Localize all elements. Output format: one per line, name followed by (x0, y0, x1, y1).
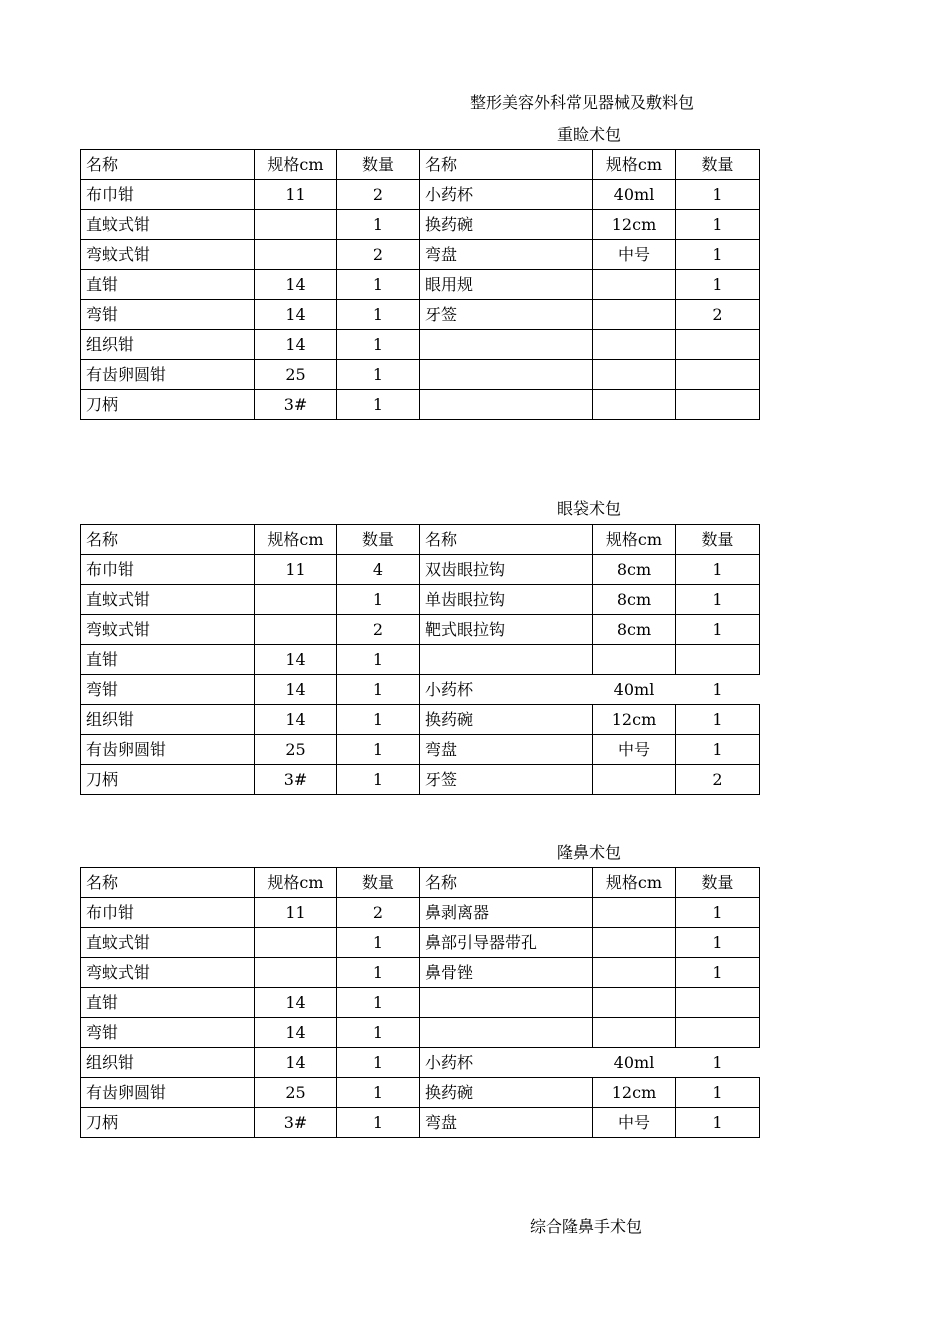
qty-cell: 2 (337, 180, 420, 210)
spec-cell (593, 300, 676, 330)
name-cell: 弯钳 (81, 300, 255, 330)
column-header: 规格cm (593, 525, 676, 555)
qty-cell: 1 (337, 705, 420, 735)
qty-cell: 1 (676, 705, 760, 735)
qty-cell: 1 (712, 1053, 723, 1072)
table-row (81, 240, 760, 270)
column-header: 规格cm (593, 868, 676, 898)
name-cell: 直蚊式钳 (81, 928, 255, 958)
qty-cell: 1 (676, 1108, 760, 1138)
column-header: 名称 (420, 525, 593, 555)
qty-cell: 1 (337, 585, 420, 615)
table-row (81, 390, 760, 420)
spec-cell (593, 330, 676, 360)
table-row (81, 988, 760, 1018)
table-row (81, 585, 760, 615)
name-cell (420, 988, 593, 1018)
qty-cell: 1 (676, 898, 760, 928)
name-cell: 组织钳 (81, 1048, 255, 1078)
qty-cell: 2 (676, 300, 760, 330)
name-cell: 弯盘 (420, 1108, 593, 1138)
spec-cell: 14 (255, 1048, 337, 1078)
spec-cell: 40ml (593, 180, 676, 210)
spec-cell (255, 585, 337, 615)
spec-cell (593, 898, 676, 928)
qty-cell (676, 360, 760, 390)
name-cell: 鼻部引导器带孔 (420, 928, 593, 958)
name-cell: 鼻骨锉 (420, 958, 593, 988)
spec-cell: 14 (255, 675, 337, 705)
name-cell: 有齿卵圆钳 (81, 1078, 255, 1108)
qty-cell: 1 (676, 928, 760, 958)
column-header: 名称 (420, 150, 593, 180)
qty-cell: 1 (337, 360, 420, 390)
qty-cell: 1 (337, 675, 420, 705)
column-header: 规格cm (255, 150, 337, 180)
name-cell (420, 1018, 593, 1048)
qty-cell: 1 (337, 390, 420, 420)
name-cell: 弯盘 (420, 240, 593, 270)
name-cell: 直蚊式钳 (81, 585, 255, 615)
spec-cell: 中号 (593, 240, 676, 270)
table-row (81, 705, 760, 735)
column-header: 数量 (676, 868, 760, 898)
spec-cell (593, 1018, 676, 1048)
rhinoplasty-kit-table (80, 867, 760, 1138)
spec-cell (255, 615, 337, 645)
spec-cell: 11 (255, 555, 337, 585)
table-row (81, 1078, 760, 1108)
column-header: 数量 (676, 525, 760, 555)
column-header: 数量 (337, 868, 420, 898)
qty-cell: 1 (337, 300, 420, 330)
spec-cell: 14 (255, 645, 337, 675)
name-cell: 布巾钳 (81, 180, 255, 210)
spec-cell: 3# (255, 765, 337, 795)
name-cell (420, 390, 593, 420)
table-header-row (81, 525, 760, 555)
qty-cell: 1 (337, 928, 420, 958)
name-cell: 有齿卵圆钳 (81, 360, 255, 390)
table-row (81, 735, 760, 765)
qty-cell: 1 (337, 988, 420, 1018)
table-row (81, 210, 760, 240)
name-cell: 弯蚊式钳 (81, 240, 255, 270)
table-row (81, 1018, 760, 1048)
name-cell: 牙签 (420, 300, 593, 330)
qty-cell: 2 (337, 240, 420, 270)
qty-cell (676, 645, 760, 675)
spec-cell: 14 (255, 988, 337, 1018)
table-row (81, 675, 760, 705)
double-eyelid-kit-table (80, 149, 760, 420)
qty-cell: 1 (337, 1048, 420, 1078)
spec-cell: 12cm (593, 705, 676, 735)
name-cell: 眼用规 (420, 270, 593, 300)
name-cell (420, 360, 593, 390)
name-cell (420, 645, 593, 675)
qty-cell: 1 (676, 735, 760, 765)
name-cell: 组织钳 (81, 705, 255, 735)
table-row (81, 1108, 760, 1138)
table-row (81, 928, 760, 958)
table-row (81, 360, 760, 390)
spec-cell: 25 (255, 1078, 337, 1108)
table-row (81, 300, 760, 330)
section-title-rhinoplasty: 隆鼻术包 (557, 843, 622, 862)
qty-cell: 1 (337, 1018, 420, 1048)
qty-cell (676, 390, 760, 420)
table-row (81, 180, 760, 210)
name-cell: 小药杯 (420, 180, 593, 210)
name-cell: 刀柄 (81, 1108, 255, 1138)
name-cell: 组织钳 (81, 330, 255, 360)
name-cell: 弯钳 (81, 1018, 255, 1048)
table-row (81, 615, 760, 645)
name-cell: 换药碗 (420, 705, 593, 735)
spec-cell: 25 (255, 735, 337, 765)
name-cell: 布巾钳 (81, 555, 255, 585)
name-cell: 直钳 (81, 270, 255, 300)
spec-cell (593, 645, 676, 675)
column-header: 规格cm (593, 150, 676, 180)
column-header: 名称 (420, 868, 593, 898)
name-cell: 弯盘 (420, 735, 593, 765)
qty-cell: 2 (337, 898, 420, 928)
column-header: 名称 (81, 150, 255, 180)
spec-cell (593, 765, 676, 795)
spec-cell: 40ml (613, 1053, 655, 1072)
footer-section-title: 综合隆鼻手术包 (530, 1217, 643, 1236)
table-row (81, 898, 760, 928)
spec-cell: 14 (255, 330, 337, 360)
qty-cell: 1 (337, 645, 420, 675)
column-header: 规格cm (255, 868, 337, 898)
spec-cell (255, 240, 337, 270)
qty-cell (676, 988, 760, 1018)
name-cell: 布巾钳 (81, 898, 255, 928)
name-cell: 弯蚊式钳 (81, 958, 255, 988)
spec-cell (593, 390, 676, 420)
table-row (81, 270, 760, 300)
qty-cell: 1 (337, 1078, 420, 1108)
spec-cell: 40ml (613, 680, 655, 699)
name-cell: 直蚊式钳 (81, 210, 255, 240)
spec-cell (255, 958, 337, 988)
qty-cell: 1 (676, 958, 760, 988)
spec-cell: 14 (255, 270, 337, 300)
spec-cell (255, 928, 337, 958)
spec-cell: 8cm (593, 585, 676, 615)
table-row (81, 1048, 760, 1078)
qty-cell: 1 (712, 680, 723, 699)
spec-cell: 14 (255, 300, 337, 330)
qty-cell: 1 (676, 270, 760, 300)
spec-cell: 25 (255, 360, 337, 390)
spec-cell: 11 (255, 898, 337, 928)
qty-cell (676, 330, 760, 360)
spec-cell: 14 (255, 705, 337, 735)
qty-cell: 1 (676, 615, 760, 645)
name-cell: 小药杯 (420, 1048, 593, 1078)
name-cell: 靶式眼拉钩 (420, 615, 593, 645)
name-cell: 单齿眼拉钩 (420, 585, 593, 615)
column-header: 规格cm (255, 525, 337, 555)
qty-cell: 1 (337, 1108, 420, 1138)
qty-cell: 1 (337, 765, 420, 795)
name-cell: 直钳 (81, 988, 255, 1018)
spec-cell: 3# (255, 390, 337, 420)
qty-cell: 2 (676, 765, 760, 795)
table-row (81, 330, 760, 360)
qty-cell: 1 (337, 270, 420, 300)
qty-cell: 1 (337, 210, 420, 240)
column-header: 数量 (676, 150, 760, 180)
name-cell: 弯钳 (81, 675, 255, 705)
spec-cell: 14 (255, 1018, 337, 1048)
qty-cell: 1 (676, 555, 760, 585)
qty-cell: 1 (676, 240, 760, 270)
spec-cell: 中号 (593, 1108, 676, 1138)
table-row (81, 958, 760, 988)
table-row (81, 645, 760, 675)
qty-cell: 1 (337, 735, 420, 765)
name-cell: 小药杯 (420, 675, 593, 705)
section-title-double-eyelid: 重睑术包 (557, 125, 622, 144)
column-header: 名称 (81, 525, 255, 555)
spec-cell: 12cm (593, 1078, 676, 1108)
spec-cell: 12cm (593, 210, 676, 240)
name-cell: 直钳 (81, 645, 255, 675)
table-header-row (81, 868, 760, 898)
name-cell: 鼻剥离器 (420, 898, 593, 928)
qty-cell: 2 (337, 615, 420, 645)
table-header-row (81, 150, 760, 180)
spec-cell: 11 (255, 180, 337, 210)
document-title: 整形美容外科常见器械及敷料包 (470, 93, 695, 112)
table-row (81, 765, 760, 795)
section-title-eye-bag: 眼袋术包 (557, 499, 622, 518)
qty-cell (676, 1018, 760, 1048)
name-cell: 有齿卵圆钳 (81, 735, 255, 765)
qty-cell: 4 (337, 555, 420, 585)
spec-cell (593, 270, 676, 300)
column-header: 名称 (81, 868, 255, 898)
name-cell (420, 330, 593, 360)
qty-cell: 1 (676, 210, 760, 240)
eye-bag-kit-table (80, 524, 760, 795)
spec-cell: 8cm (593, 555, 676, 585)
qty-cell: 1 (337, 958, 420, 988)
spec-cell (593, 928, 676, 958)
name-cell: 刀柄 (81, 390, 255, 420)
name-cell: 换药碗 (420, 210, 593, 240)
name-cell: 弯蚊式钳 (81, 615, 255, 645)
column-header: 数量 (337, 150, 420, 180)
qty-cell: 1 (676, 1078, 760, 1108)
name-cell: 刀柄 (81, 765, 255, 795)
spec-cell (593, 958, 676, 988)
name-cell: 换药碗 (420, 1078, 593, 1108)
spec-cell: 3# (255, 1108, 337, 1138)
qty-cell: 1 (337, 330, 420, 360)
column-header: 数量 (337, 525, 420, 555)
name-cell: 双齿眼拉钩 (420, 555, 593, 585)
spec-cell (593, 988, 676, 1018)
qty-cell: 1 (676, 180, 760, 210)
table-row (81, 555, 760, 585)
spec-cell: 8cm (593, 615, 676, 645)
name-cell: 牙签 (420, 765, 593, 795)
spec-cell (593, 360, 676, 390)
spec-cell: 中号 (593, 735, 676, 765)
spec-cell (255, 210, 337, 240)
qty-cell: 1 (676, 585, 760, 615)
